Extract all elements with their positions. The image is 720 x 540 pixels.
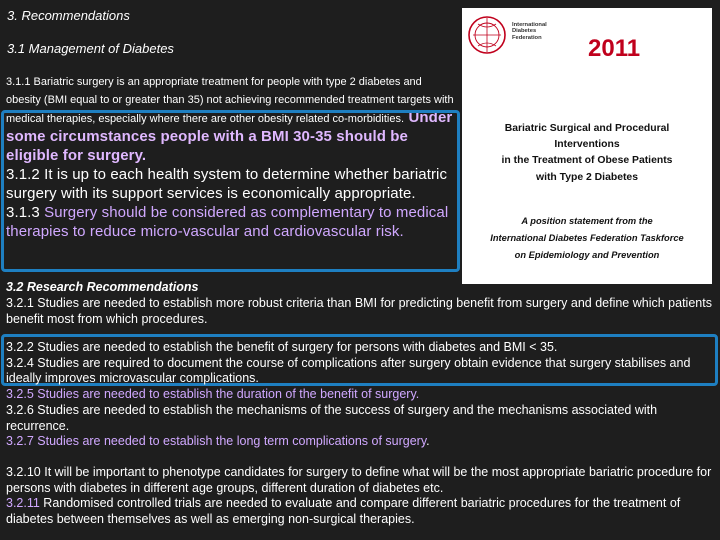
cover-year: 2011 bbox=[588, 35, 641, 62]
report-cover bbox=[462, 8, 712, 284]
research-title: 3.2 Research Recommendations bbox=[6, 280, 199, 294]
recommendation-3-1-3-number: 3.1.3 bbox=[6, 204, 40, 221]
research-3-2-5: 3.2.5 Studies are needed to establish the duration of the benefit of surgery. bbox=[6, 387, 420, 402]
idf-logo-icon bbox=[466, 14, 508, 56]
recommendation-3-1-1-emphasis: Under some circumstances people with a BMI 30-35 should be eligible for surgery. bbox=[6, 109, 453, 164]
research-3-2-11 bbox=[6, 496, 712, 527]
research-block-2 bbox=[6, 465, 712, 528]
highlight-box-3-1 bbox=[1, 110, 460, 272]
research-3-2-10: 3.2.10 It will be important to phenotype candidates for surgery to define what will be the most appropriate bariatric procedure for persons with diabetes in different age groups, different duration of diabetes etc. bbox=[6, 465, 712, 495]
research-3-2-4: 3.2.4 Studies are required to document the course of complications after surgery obtain evidence that surgery stabilises and ideally improves microvascular complications. bbox=[6, 355, 691, 386]
research-3-2-2: 3.2.2 Studies are needed to establish the benefit of surgery for persons with diabetes and BMI < 35. bbox=[6, 340, 558, 354]
research-3-2-11-number: 3.2.11 bbox=[6, 496, 40, 511]
section-title: 3. Recommendations bbox=[7, 8, 130, 23]
recommendation-3-1-3-text: Surgery should be considered as complementary to medical therapies to reduce micro-vascular and cardiovascular risk. bbox=[6, 204, 449, 240]
recommendation-3-1-2: 3.1.2 It is up to each health system to determine whether bariatric surgery with its support services is economically appropriate. bbox=[6, 166, 448, 202]
subsection-title: 3.1 Management of Diabetes bbox=[7, 41, 174, 56]
recommendation-3-1-1: 3.1.1 Bariatric surgery is an appropriate treatment for people with type 2 diabetes and obesity (BMI equal to or greater than 35) not achieving recommended treatment targets with medical therapies, especially where there are other obesity related co-morbidities. bbox=[6, 76, 454, 125]
research-block bbox=[6, 340, 712, 450]
idf-logo-text: International Diabetes Federation bbox=[512, 22, 547, 41]
cover-subtitle: A position statement from the International Diabetes Federation Taskforce on Epidemiology and Prevention bbox=[490, 216, 684, 261]
research-3-2-7-end: . bbox=[426, 434, 430, 449]
research-3-2-11-text: Randomised controlled trials are needed to evaluate and compare different bariatric procedures for the treatment of diabetes between themselves as well as emerging non-surgical therapies. bbox=[6, 496, 681, 527]
research-3-2-7: 3.2.7 Studies are needed to establish the long term complications of surgery bbox=[6, 434, 427, 449]
research-3-2-1: 3.2.1 Studies are needed to establish more robust criteria than BMI for predicting benefit from surgery and define which patients benefit most from which procedures. bbox=[6, 296, 712, 326]
research-3-2-6: 3.2.6 Studies are needed to establish the mechanisms of the success of surgery and the mechanisms associated with recurrence. bbox=[6, 402, 658, 433]
cover-title: Bariatric Surgical and Procedural Interventions in the Treatment of Obese Patients with Type 2 Diabetes bbox=[501, 123, 673, 183]
